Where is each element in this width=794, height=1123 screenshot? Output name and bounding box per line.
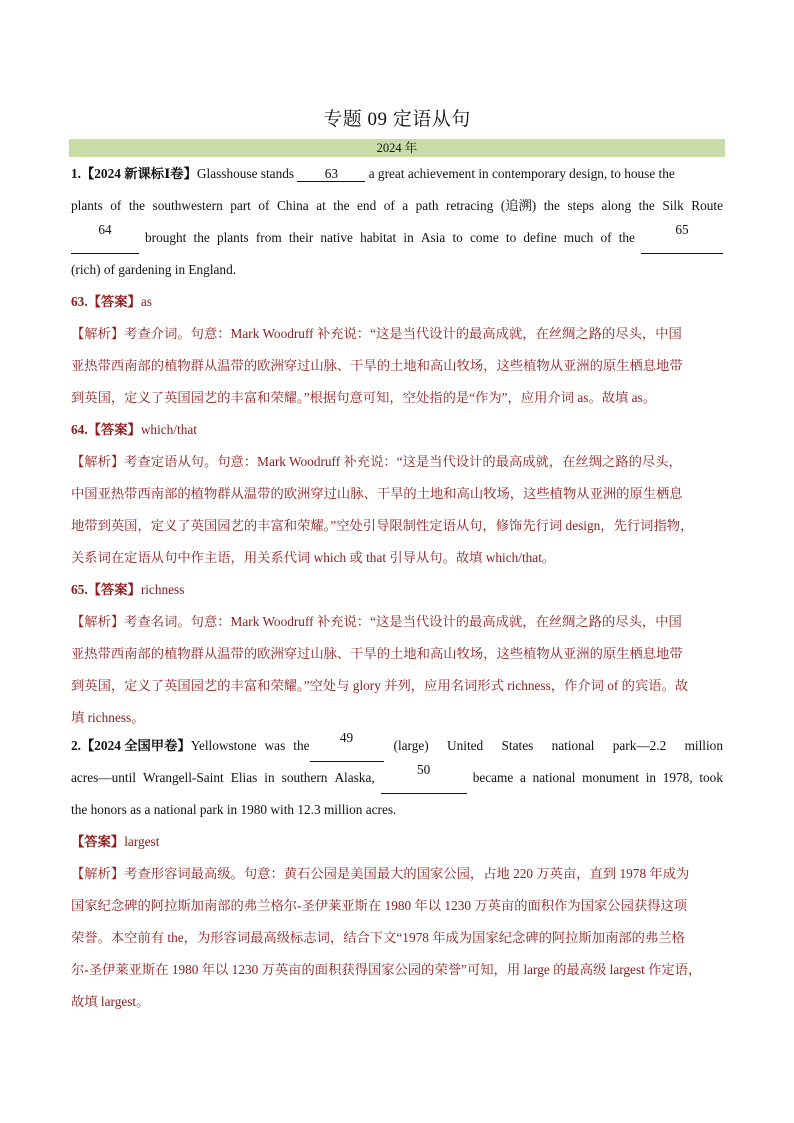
word: the bbox=[293, 738, 310, 753]
word: along bbox=[601, 198, 632, 213]
word: the bbox=[543, 198, 560, 213]
word: national bbox=[532, 770, 576, 785]
word: steps bbox=[567, 198, 595, 213]
word: park—2.2 bbox=[612, 738, 667, 753]
word: end bbox=[357, 198, 377, 213]
q2-number-source bbox=[71, 730, 191, 762]
word: brought bbox=[145, 230, 187, 245]
word: their bbox=[288, 230, 314, 245]
analysis-line: 到英国，定义了英国园艺的丰富和荣耀。”空处与 glory 并列，应用名词形式 richness，作介词 of 的宾语。故 bbox=[71, 678, 689, 693]
word: in bbox=[403, 230, 414, 245]
analysis-line: 中国亚热带西南部的植物群从温带的欧洲穿过山脉、干旱的土地和高山牧场，这些植物从亚洲的原生栖息 bbox=[71, 486, 683, 501]
word: path bbox=[415, 198, 439, 213]
q1-line-3-words bbox=[145, 222, 635, 254]
answer-label: 【答案】 bbox=[71, 834, 125, 849]
word: the bbox=[333, 198, 350, 213]
analysis-line: 亚热带西南部的植物群从温带的欧洲穿过山脉、干旱的土地和高山牧场，这些植物从亚洲的原生栖息地带 bbox=[71, 646, 683, 661]
word: much bbox=[563, 230, 594, 245]
q2-line-3: the honors as a national park in 1980 with 12.3 million acres. bbox=[71, 802, 397, 817]
q1-line-2 bbox=[71, 190, 723, 222]
answer-value: richness bbox=[140, 582, 185, 597]
analysis-line: 【解析】考查名词。句意：Mark Woodruff 补充说：“这是当代设计的最高成就，在丝绸之路的尽头，中国 bbox=[71, 614, 682, 629]
word: States bbox=[501, 738, 534, 753]
answer-64 bbox=[71, 414, 723, 446]
analysis-line: 【解析】考查介词。句意：Mark Woodruff 补充说：“这是当代设计的最高成就，在丝绸之路的尽头，中国 bbox=[71, 326, 682, 341]
word: native bbox=[320, 230, 353, 245]
word: the bbox=[638, 198, 655, 213]
word: United bbox=[447, 738, 484, 753]
page-title: 专题 09 定语从句 bbox=[323, 109, 471, 130]
word: Yellowstone bbox=[190, 738, 257, 753]
word: (large) bbox=[393, 738, 429, 753]
word: of bbox=[383, 198, 395, 213]
word: acres—until bbox=[71, 770, 136, 785]
q1-line-3 bbox=[71, 222, 723, 254]
word: of bbox=[258, 198, 270, 213]
answer-value: largest bbox=[124, 834, 160, 849]
q2-line-1 bbox=[71, 730, 723, 762]
word: in bbox=[264, 770, 275, 785]
blank-64: 64 bbox=[71, 222, 139, 254]
word: to bbox=[452, 230, 463, 245]
q1-source: 【2024 新课标Ⅰ卷】 bbox=[80, 166, 197, 181]
q1-line-1 bbox=[71, 158, 723, 190]
word: the bbox=[128, 198, 146, 213]
word: come bbox=[469, 230, 499, 245]
q2-words bbox=[191, 730, 310, 762]
word: Asia bbox=[420, 230, 446, 245]
word: from bbox=[255, 230, 282, 245]
word: the bbox=[618, 230, 635, 245]
answer-49 bbox=[71, 826, 723, 858]
answer-65 bbox=[71, 574, 723, 606]
word: national bbox=[551, 738, 595, 753]
word: a bbox=[402, 198, 409, 213]
word: retracing bbox=[446, 198, 494, 213]
word: in bbox=[645, 770, 657, 785]
answer-label: 63.【答案】 bbox=[71, 294, 141, 309]
year-band: 2024 年 bbox=[69, 139, 725, 157]
analysis-line: 【解析】考查定语从句。句意：Mark Woodruff 补充说：“这是当代设计的最高成就，在丝绸之路的尽头， bbox=[71, 454, 682, 469]
q2-words bbox=[71, 762, 375, 794]
analysis-line: 尔-圣伊莱亚斯在 1980 年以 1230 万英亩的面积获得国家公园的荣誉”可知，用 large 的最高级 largest 作定语， bbox=[71, 962, 702, 977]
answer-value: as bbox=[140, 294, 152, 309]
blank-50: 50 bbox=[381, 762, 467, 794]
word: Alaska, bbox=[334, 770, 375, 785]
analysis-line: 关系词在定语从句中作主语，用关系代词 which 或 that 引导从句。故填 which/that。 bbox=[71, 550, 556, 565]
analysis-line: 【解析】考查形容词最高级。句意：黄石公园是美国最大的国家公园，占地 220 万英亩，直到 1978 年成为 bbox=[71, 866, 690, 881]
q2-words bbox=[394, 730, 723, 762]
analysis-line: 到英国，定义了英国园艺的丰富和荣耀。”根据句意可知，空处指的是“作为”，应用介词 as。故填 as。 bbox=[71, 390, 657, 405]
word: southern bbox=[281, 770, 328, 785]
word: Route bbox=[691, 198, 723, 213]
word: at bbox=[316, 198, 326, 213]
analysis-line: 地带到英国，定义了英国园艺的丰富和荣耀。”空处引导限制性定语从句，修饰先行词 design，先行词指物， bbox=[71, 518, 694, 533]
analysis-line: 故填 largest。 bbox=[71, 994, 150, 1009]
answer-label: 65.【答案】 bbox=[71, 582, 141, 597]
word: 1978, bbox=[662, 770, 693, 785]
word: define bbox=[523, 230, 557, 245]
word: monument bbox=[582, 770, 639, 785]
word: a bbox=[519, 770, 526, 785]
q2-number: 2. bbox=[71, 738, 81, 753]
word: was bbox=[264, 738, 286, 753]
blank-65: 65 bbox=[641, 222, 723, 254]
answer-value: which/that bbox=[140, 422, 197, 437]
word: (追溯) bbox=[500, 198, 537, 213]
word: Silk bbox=[662, 198, 684, 213]
word: of bbox=[600, 230, 612, 245]
blank-63: 63 bbox=[297, 166, 365, 182]
word: part bbox=[230, 198, 251, 213]
analysis-line: 亚热带西南部的植物群从温带的欧洲穿过山脉、干旱的土地和高山牧场，这些植物从亚洲的原生栖息地带 bbox=[71, 358, 683, 373]
q2-source: 【2024 全国甲卷】 bbox=[80, 738, 191, 753]
analysis-line: 国家纪念碑的阿拉斯加南部的弗兰格尔-圣伊莱亚斯在 1980 年以 1230 万英亩的面积作为国家公园获得这项 bbox=[71, 898, 688, 913]
analysis-line: 填 richness。 bbox=[71, 710, 145, 725]
q1-line-4: (rich) of gardening in England. bbox=[71, 262, 237, 277]
word: Wrangell-Saint bbox=[143, 770, 224, 785]
q1-text: Glasshouse stands bbox=[196, 166, 295, 181]
word: became bbox=[472, 770, 514, 785]
q2-words bbox=[473, 762, 723, 794]
word: plants bbox=[71, 198, 103, 213]
q2-line-2 bbox=[71, 762, 723, 794]
word: to bbox=[505, 230, 517, 245]
word: the bbox=[193, 230, 210, 245]
word: China bbox=[276, 198, 309, 213]
q1-number: 1. bbox=[71, 166, 81, 181]
word: southwestern bbox=[152, 198, 223, 213]
answer-label: 64.【答案】 bbox=[71, 422, 141, 437]
word: plants bbox=[216, 230, 249, 245]
word: of bbox=[110, 198, 122, 213]
word: million bbox=[684, 738, 723, 753]
q1-text: a great achievement in contemporary design, to house the bbox=[368, 166, 675, 181]
analysis-line: 荣誉。本空前有 the，为形容词最高级标志词，结合下文“1978 年成为国家纪念碑的阿拉斯加南部的弗兰格 bbox=[71, 930, 685, 945]
word: habitat bbox=[360, 230, 397, 245]
word: Elias bbox=[230, 770, 258, 785]
blank-49: 49 bbox=[310, 730, 384, 762]
word: took bbox=[699, 770, 723, 785]
answer-63 bbox=[71, 286, 723, 318]
